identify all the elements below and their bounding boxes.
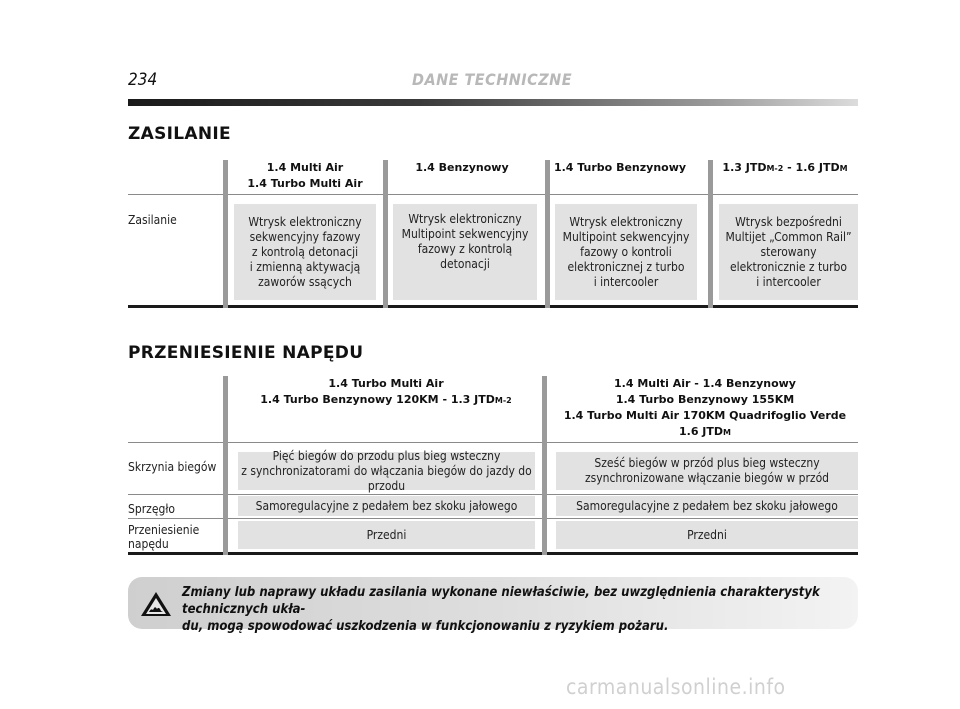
- cell-sprzeglo-col2: Samoregulacyjne z pedałem bez skoku jałowego: [556, 496, 858, 516]
- column-head-jtd: 1.3 JTDM-2 - 1.6 JTDM: [722, 161, 848, 174]
- row-label-zasilanie: Zasilanie: [128, 213, 177, 227]
- cell-skrzynia-col1: Pięć biegów do przodu plus bieg wsteczny z synchronizatorami do włączania biegów do jazdy do przodu: [238, 452, 535, 490]
- page-header-title: DANE TECHNICZNE: [412, 70, 573, 89]
- cell-zasilanie-multi-air: Wtrysk elektroniczny sekwencyjny fazowy z kontrolą detonacji i zmienną aktywacją zaworów ssących: [234, 204, 376, 300]
- warning-triangle-icon: [140, 590, 172, 618]
- column-separator: [708, 160, 713, 308]
- cell-przeniesienie-col1: Przedni: [238, 521, 535, 549]
- cell-zasilanie-jtd: Wtrysk bezpośredni Multijet „Common Rail” sterowany elektronicznie z turbo i intercooler: [719, 204, 858, 300]
- column-separator: [542, 376, 547, 555]
- column-separator: [223, 160, 228, 308]
- watermark-text: carmanualsonline.info: [566, 675, 786, 699]
- column-separator: [383, 160, 388, 308]
- warning-note-text: Zmiany lub naprawy układu zasilania wykonane niewłaściwie, bez uwzględnienia charakterystyk technicznych ukła- du, mogą spowodować uszkodzenia w funkcjonowaniu z ryzykiem pożaru.: [182, 585, 820, 634]
- column-head-multi-air: 1.4 Multi Air 1.4 Turbo Multi Air: [247, 161, 363, 190]
- page-number: 234: [128, 70, 158, 90]
- row-label-skrzynia: Skrzynia biegów: [128, 460, 217, 474]
- cell-zasilanie-turbo-benzynowy: Wtrysk elektroniczny Multipoint sekwencyjny fazowy o kontroli elektronicznej z turbo i intercooler: [555, 204, 697, 300]
- table-divider: [128, 518, 858, 519]
- section-title-naped: PRZENIESIENIE NAPĘDU: [128, 343, 364, 363]
- table-bottom-rule: [128, 552, 858, 555]
- row-label-sprzeglo: Sprzęgło: [128, 502, 175, 516]
- table-divider: [128, 494, 858, 495]
- table-divider: [128, 442, 858, 443]
- cell-zasilanie-benzynowy: Wtrysk elektroniczny Multipoint sekwencyjny fazowy z kontrolą detonacji: [393, 204, 537, 300]
- column-head-naped-1: 1.4 Turbo Multi Air 1.4 Turbo Benzynowy 120KM - 1.3 JTDM-2: [260, 377, 512, 406]
- cell-sprzeglo-col1: Samoregulacyjne z pedałem bez skoku jałowego: [238, 496, 535, 516]
- column-separator: [545, 160, 550, 308]
- cell-skrzynia-col2: Sześć biegów w przód plus bieg wsteczny zsynchronizowane włączanie biegów w przód: [556, 452, 858, 490]
- table-divider: [128, 194, 858, 195]
- row-label-przeniesienie: Przeniesienie napędu: [128, 523, 200, 551]
- column-separator: [223, 376, 228, 555]
- column-head-naped-2: 1.4 Multi Air - 1.4 Benzynowy 1.4 Turbo Benzynowy 155KM 1.4 Turbo Multi Air 170KM Quadrifoglio Verde 1.6 JTDM: [563, 377, 847, 438]
- section-title-zasilanie: ZASILANIE: [128, 124, 231, 144]
- cell-przeniesienie-col2: Przedni: [556, 521, 858, 549]
- header-rule: [128, 99, 858, 106]
- column-head-turbo-benzynowy: 1.4 Turbo Benzynowy: [553, 161, 687, 174]
- column-head-benzynowy: 1.4 Benzynowy: [415, 161, 509, 174]
- table-bottom-rule: [128, 305, 858, 308]
